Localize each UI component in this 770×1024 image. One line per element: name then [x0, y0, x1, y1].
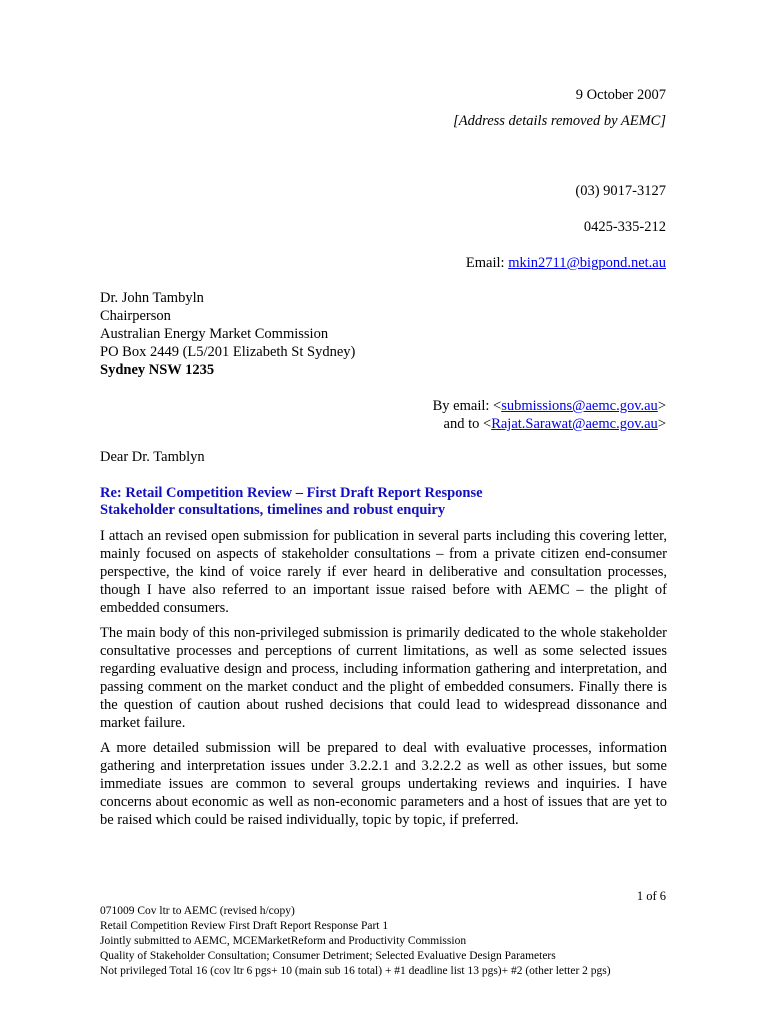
rajat-email-link[interactable]: Rajat.Sarawat@aemc.gov.au — [491, 416, 658, 432]
email-label: Email: — [465, 255, 509, 271]
and-to-prefix: and to < — [443, 416, 492, 432]
salutation: Dear Dr. Tamblyn — [100, 449, 205, 465]
sender-email-link[interactable]: mkin2711@bigpond.net.au — [508, 255, 666, 271]
recipient-name: Dr. John Tambyln — [100, 290, 204, 306]
submissions-email-link[interactable]: submissions@aemc.gov.au — [501, 398, 658, 414]
recipient-city: Sydney NSW 1235 — [100, 362, 215, 378]
page-number: 1 of 6 — [636, 889, 666, 903]
footer-line: Retail Competition Review First Draft Report Response Part 1 — [100, 920, 389, 932]
recipient-title: Chairperson — [100, 308, 171, 324]
body-paragraph-3: A more detailed submission will be prepared to deal with evaluative processes, information gathering and interpretation issues under 3.2.2.1 and 3.2.2.2 as well as other issues, but some immediate issues are common to several groups undertaking reviews and inquiries. I have concerns about economic as well as non-economic parameters and a host of issues that are yet to be raised which could be raised individually, topic by topic, if preferred. — [100, 740, 667, 828]
recipient-address: PO Box 2449 (L5/201 Elizabeth St Sydney) — [100, 344, 356, 360]
subject-line-1: Re: Retail Competition Review – First Draft Report Response — [100, 485, 483, 501]
and-to-line — [444, 415, 666, 433]
recipient-block — [100, 289, 355, 379]
letter-date: 9 October 2007 — [575, 87, 666, 103]
phone-number: (03) 9017-3127 — [575, 183, 666, 199]
recipient-organisation: Australian Energy Market Commission — [100, 326, 329, 342]
footer-line: Jointly submitted to AEMC, MCEMarketReform and Productivity Commission — [100, 935, 467, 947]
body-paragraph-1: I attach an revised open submission for publication in several parts including this covering letter, mainly focused on aspects of stakeholder consultations – from a private citizen end-consumer perspective, the kind of voice rarely if ever heard in deliberative and consultation processes, though I have also referred to an important issue raised before with AEMC – the plight of embedded consumers. — [100, 528, 667, 616]
mobile-number: 0425-335-212 — [583, 219, 666, 235]
subject-line-2: Stakeholder consultations, timelines and robust enquiry — [100, 502, 446, 518]
footer-line: Quality of Stakeholder Consultation; Consumer Detriment; Selected Evaluative Design Parameters — [100, 950, 556, 962]
by-email-prefix: By email: < — [432, 398, 502, 414]
by-email-suffix: > — [657, 398, 666, 414]
sender-email-line — [466, 254, 666, 272]
footer-line: 071009 Cov ltr to AEMC (revised h/copy) — [100, 905, 295, 917]
by-email-line — [433, 397, 666, 415]
footer-line: Not privileged Total 16 (cov ltr 6 pgs+ 10 (main sub 16 total) + #1 deadline list 13 pgs)+ #2 (other letter 2 pgs) — [100, 965, 611, 977]
address-note: [Address details removed by AEMC] — [453, 113, 666, 129]
and-to-suffix: > — [657, 416, 666, 432]
body-paragraph-2: The main body of this non-privileged submission is primarily dedicated to the whole stakeholder consultative processes and perceptions of current limitations, as well as some selected issues regarding evaluative design and process, including information gathering and interpretation, and passing comment on the market conduct and the plight of embedded consumers. Finally there is the question of caution about rushed decisions that could lead to widespread dissonance and market failure. — [100, 625, 667, 731]
